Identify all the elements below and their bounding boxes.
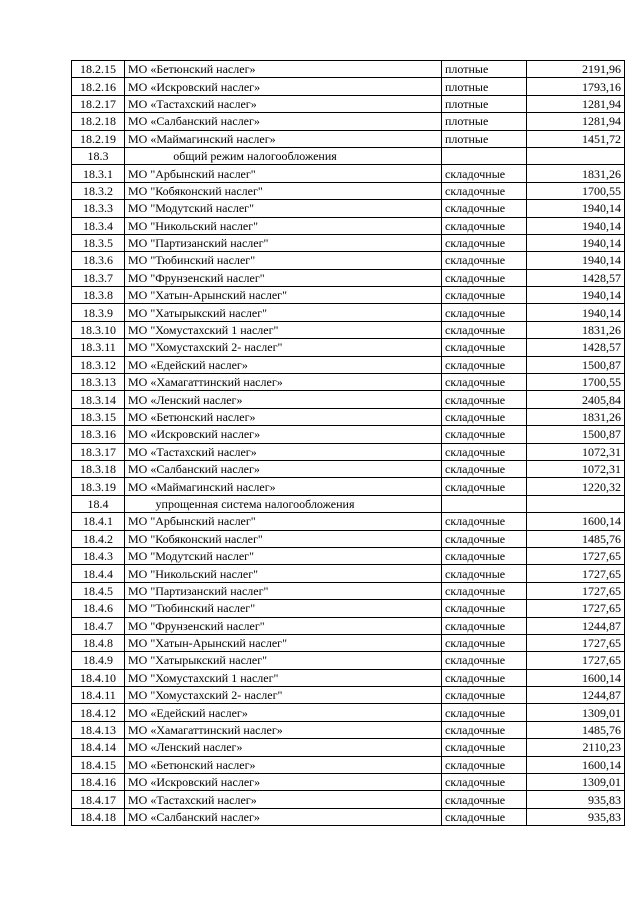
tariff-value-cell: 1793,16 <box>527 78 625 95</box>
municipality-name-cell: МО "Модутский наслег" <box>125 547 442 564</box>
tariff-value-cell: 1220,32 <box>527 478 625 495</box>
table-row <box>72 600 625 617</box>
municipality-name-cell: МО «Едейский наслег» <box>125 356 442 373</box>
row-number-cell: 18.2.16 <box>72 78 125 95</box>
row-number-cell: 18.3.1 <box>72 165 125 182</box>
waste-type-cell: складочные <box>442 634 527 651</box>
waste-type-cell: складочные <box>442 791 527 808</box>
table-row <box>72 339 625 356</box>
waste-type-cell: складочные <box>442 808 527 825</box>
municipality-name-cell: МО "Арбынский наслег" <box>125 165 442 182</box>
row-number-cell: 18.4.16 <box>72 774 125 791</box>
table-row <box>72 791 625 808</box>
municipality-name-cell: МО "Никольский наслег" <box>125 217 442 234</box>
table-row <box>72 408 625 425</box>
municipality-name-cell: МО «Маймагинский наслег» <box>125 130 442 147</box>
municipality-name-cell: МО «Тастахский наслег» <box>125 95 442 112</box>
municipality-name-cell: МО «Бетюнский наслег» <box>125 756 442 773</box>
waste-type-cell: складочные <box>442 460 527 477</box>
waste-type-cell: складочные <box>442 687 527 704</box>
table-row <box>72 391 625 408</box>
row-number-cell: 18.4.5 <box>72 582 125 599</box>
municipality-name-cell: МО «Бетюнский наслег» <box>125 408 442 425</box>
row-number-cell: 18.4.8 <box>72 634 125 651</box>
table-row <box>72 652 625 669</box>
table-row <box>72 808 625 825</box>
waste-type-cell: складочные <box>442 217 527 234</box>
municipality-name-cell: МО "Кобяконский наслег" <box>125 182 442 199</box>
waste-type-cell: складочные <box>442 269 527 286</box>
municipality-name-cell <box>125 495 442 512</box>
row-number-cell: 18.4.10 <box>72 669 125 686</box>
waste-type-cell: складочные <box>442 287 527 304</box>
waste-type-cell: складочные <box>442 756 527 773</box>
tariff-value-cell <box>527 147 625 164</box>
waste-type-cell: складочные <box>442 200 527 217</box>
waste-type-cell: складочные <box>442 565 527 582</box>
table-row <box>72 478 625 495</box>
row-number-cell: 18.2.18 <box>72 113 125 130</box>
table-row <box>72 165 625 182</box>
row-number-cell: 18.3.9 <box>72 304 125 321</box>
row-number-cell: 18.4.13 <box>72 721 125 738</box>
municipality-name-cell: МО «Хамагаттинский наслег» <box>125 721 442 738</box>
tariff-value-cell: 2110,23 <box>527 739 625 756</box>
tariff-value-cell: 1428,57 <box>527 269 625 286</box>
tariff-value-cell: 1072,31 <box>527 443 625 460</box>
tariff-value-cell: 1485,76 <box>527 530 625 547</box>
municipality-name-cell: МО "Хатын-Арынский наслег" <box>125 634 442 651</box>
table-row <box>72 182 625 199</box>
municipality-name-cell: МО "Арбынский наслег" <box>125 513 442 530</box>
tariff-value-cell: 1940,14 <box>527 304 625 321</box>
tariff-value-cell: 1244,87 <box>527 617 625 634</box>
municipality-name-cell: МО «Салбанский наслег» <box>125 808 442 825</box>
waste-type-cell: складочные <box>442 547 527 564</box>
table-row <box>72 565 625 582</box>
tariff-value-cell: 935,83 <box>527 808 625 825</box>
table-row <box>72 460 625 477</box>
row-number-cell: 18.4.11 <box>72 687 125 704</box>
row-number-cell: 18.4.17 <box>72 791 125 808</box>
municipality-name-cell: МО «Тастахский наслег» <box>125 443 442 460</box>
municipality-name-cell: МО "Модутский наслег" <box>125 200 442 217</box>
row-number-cell: 18.3.17 <box>72 443 125 460</box>
waste-type-cell: складочные <box>442 182 527 199</box>
waste-type-cell: складочные <box>442 478 527 495</box>
table-row <box>72 304 625 321</box>
municipality-name-cell: МО «Маймагинский наслег» <box>125 478 442 495</box>
waste-type-cell: складочные <box>442 739 527 756</box>
table-row <box>72 200 625 217</box>
row-number-cell: 18.2.17 <box>72 95 125 112</box>
table-row <box>72 774 625 791</box>
municipality-name-cell: МО "Фрунзенский наслег" <box>125 269 442 286</box>
row-number-cell: 18.3.7 <box>72 269 125 286</box>
municipality-name-cell: МО "Хомустахский 1 наслег" <box>125 321 442 338</box>
tariff-value-cell: 1309,01 <box>527 704 625 721</box>
tariff-value-cell: 1281,94 <box>527 113 625 130</box>
tariff-value-cell: 1700,55 <box>527 374 625 391</box>
table-row <box>72 443 625 460</box>
municipality-name-cell: МО «Салбанский наслег» <box>125 460 442 477</box>
municipality-name-cell: МО «Тастахский наслег» <box>125 791 442 808</box>
tariff-value-cell: 1600,14 <box>527 513 625 530</box>
row-number-cell: 18.3.8 <box>72 287 125 304</box>
tariff-value-cell: 2405,84 <box>527 391 625 408</box>
row-number-cell: 18.3.15 <box>72 408 125 425</box>
waste-type-cell <box>442 147 527 164</box>
municipality-name-cell: МО "Хатырыкский наслег" <box>125 652 442 669</box>
municipality-name-cell: МО «Искровский наслег» <box>125 78 442 95</box>
tariff-value-cell: 1727,65 <box>527 600 625 617</box>
waste-type-cell: складочные <box>442 339 527 356</box>
municipality-name-cell: МО «Ленский наслег» <box>125 739 442 756</box>
table-row <box>72 756 625 773</box>
table-row <box>72 61 625 78</box>
table-row <box>72 582 625 599</box>
tariff-value-cell: 1831,26 <box>527 165 625 182</box>
waste-type-cell: плотные <box>442 78 527 95</box>
tariff-value-cell: 1727,65 <box>527 652 625 669</box>
tariff-value-cell: 1727,65 <box>527 565 625 582</box>
waste-type-cell: складочные <box>442 426 527 443</box>
waste-type-cell: складочные <box>442 600 527 617</box>
waste-type-cell: складочные <box>442 652 527 669</box>
row-number-cell: 18.3.18 <box>72 460 125 477</box>
municipality-name-cell: МО "Хомустахский 2- наслег" <box>125 687 442 704</box>
waste-type-cell: складочные <box>442 669 527 686</box>
waste-type-cell <box>442 495 527 512</box>
waste-type-cell: складочные <box>442 774 527 791</box>
table-row <box>72 634 625 651</box>
tariff-value-cell: 1727,65 <box>527 582 625 599</box>
municipality-name-cell: МО «Искровский наслег» <box>125 774 442 791</box>
waste-type-cell: складочные <box>442 617 527 634</box>
tariff-value-cell: 1831,26 <box>527 321 625 338</box>
municipality-name-cell: МО «Ленский наслег» <box>125 391 442 408</box>
municipality-name-cell: МО "Хомустахский 1 наслег" <box>125 669 442 686</box>
tariff-value-cell: 1940,14 <box>527 252 625 269</box>
table-row <box>72 269 625 286</box>
municipality-name-cell: МО "Никольский наслег" <box>125 565 442 582</box>
table-row <box>72 739 625 756</box>
tariff-value-cell: 1700,55 <box>527 182 625 199</box>
row-number-cell: 18.4.2 <box>72 530 125 547</box>
tariff-value-cell: 2191,96 <box>527 61 625 78</box>
municipality-name-cell: МО "Хомустахский 2- наслег" <box>125 339 442 356</box>
tariff-value-cell: 1940,14 <box>527 200 625 217</box>
waste-type-cell: складочные <box>442 391 527 408</box>
row-number-cell: 18.3.14 <box>72 391 125 408</box>
table-row <box>72 669 625 686</box>
row-number-cell: 18.2.19 <box>72 130 125 147</box>
row-number-cell: 18.3.16 <box>72 426 125 443</box>
waste-type-cell: плотные <box>442 113 527 130</box>
row-number-cell: 18.3.2 <box>72 182 125 199</box>
tariff-table-body <box>72 61 625 826</box>
row-number-cell: 18.4.12 <box>72 704 125 721</box>
row-number-cell: 18.4.1 <box>72 513 125 530</box>
municipality-name-cell: МО "Тюбинский наслег" <box>125 600 442 617</box>
row-number-cell: 18.3.6 <box>72 252 125 269</box>
tariff-value-cell: 1727,65 <box>527 547 625 564</box>
municipality-name-cell: МО "Тюбинский наслег" <box>125 252 442 269</box>
table-row <box>72 617 625 634</box>
row-number-cell: 18.3.10 <box>72 321 125 338</box>
row-number-cell: 18.4.14 <box>72 739 125 756</box>
row-number-cell: 18.3.5 <box>72 234 125 251</box>
tariff-value-cell: 1428,57 <box>527 339 625 356</box>
table-row <box>72 217 625 234</box>
municipality-name-cell: МО «Искровский наслег» <box>125 426 442 443</box>
table-row <box>72 252 625 269</box>
tariff-value-cell: 1500,87 <box>527 426 625 443</box>
row-number-cell: 18.4.18 <box>72 808 125 825</box>
row-number-cell: 18.4.6 <box>72 600 125 617</box>
waste-type-cell: складочные <box>442 582 527 599</box>
waste-type-cell: складочные <box>442 704 527 721</box>
table-row <box>72 321 625 338</box>
row-number-cell: 18.4.3 <box>72 547 125 564</box>
row-number-cell: 18.4 <box>72 495 125 512</box>
row-number-cell: 18.4.7 <box>72 617 125 634</box>
table-row <box>72 547 625 564</box>
row-number-cell: 18.3 <box>72 147 125 164</box>
table-row <box>72 95 625 112</box>
waste-type-cell: складочные <box>442 252 527 269</box>
table-row <box>72 687 625 704</box>
row-number-cell: 18.3.3 <box>72 200 125 217</box>
waste-type-cell: складочные <box>442 513 527 530</box>
row-number-cell: 18.4.4 <box>72 565 125 582</box>
waste-type-cell: складочные <box>442 165 527 182</box>
waste-type-cell: плотные <box>442 61 527 78</box>
waste-type-cell: складочные <box>442 721 527 738</box>
row-number-cell: 18.3.13 <box>72 374 125 391</box>
waste-type-cell: складочные <box>442 356 527 373</box>
table-row <box>72 130 625 147</box>
section-row <box>72 147 625 164</box>
table-row <box>72 113 625 130</box>
row-number-cell: 18.3.4 <box>72 217 125 234</box>
tariff-value-cell: 935,83 <box>527 791 625 808</box>
table-row <box>72 78 625 95</box>
tariff-value-cell: 1940,14 <box>527 217 625 234</box>
municipality-name-cell: МО «Салбанский наслег» <box>125 113 442 130</box>
table-row <box>72 721 625 738</box>
municipality-name-cell: МО "Кобяконский наслег" <box>125 530 442 547</box>
table-row <box>72 513 625 530</box>
tariff-value-cell: 1451,72 <box>527 130 625 147</box>
waste-type-cell: складочные <box>442 234 527 251</box>
municipality-name-cell: МО «Бетюнский наслег» <box>125 61 442 78</box>
row-number-cell: 18.3.11 <box>72 339 125 356</box>
municipality-name-cell: МО "Хатын-Арынский наслег" <box>125 287 442 304</box>
municipality-name-cell: МО "Хатырыкский наслег" <box>125 304 442 321</box>
waste-type-cell: складочные <box>442 530 527 547</box>
tariff-value-cell: 1500,87 <box>527 356 625 373</box>
waste-type-cell: плотные <box>442 130 527 147</box>
municipality-name-cell <box>125 147 442 164</box>
section-title: упрощенная система налогообложения <box>155 496 355 511</box>
municipality-name-cell: МО "Партизанский наслег" <box>125 234 442 251</box>
tariff-value-cell: 1072,31 <box>527 460 625 477</box>
tariff-value-cell: 1940,14 <box>527 287 625 304</box>
municipality-name-cell: МО «Хамагаттинский наслег» <box>125 374 442 391</box>
row-number-cell: 18.3.19 <box>72 478 125 495</box>
tariff-value-cell: 1244,87 <box>527 687 625 704</box>
tariff-value-cell: 1600,14 <box>527 669 625 686</box>
tariff-value-cell: 1485,76 <box>527 721 625 738</box>
waste-type-cell: плотные <box>442 95 527 112</box>
municipality-name-cell: МО "Фрунзенский наслег" <box>125 617 442 634</box>
tariff-value-cell: 1831,26 <box>527 408 625 425</box>
row-number-cell: 18.4.9 <box>72 652 125 669</box>
section-row <box>72 495 625 512</box>
table-row <box>72 704 625 721</box>
waste-type-cell: складочные <box>442 443 527 460</box>
table-row <box>72 287 625 304</box>
waste-type-cell: складочные <box>442 408 527 425</box>
table-row <box>72 356 625 373</box>
tariff-value-cell: 1309,01 <box>527 774 625 791</box>
table-row <box>72 530 625 547</box>
table-row <box>72 426 625 443</box>
waste-type-cell: складочные <box>442 304 527 321</box>
municipality-name-cell: МО "Партизанский наслег" <box>125 582 442 599</box>
tariff-value-cell: 1600,14 <box>527 756 625 773</box>
row-number-cell: 18.4.15 <box>72 756 125 773</box>
table-row <box>72 374 625 391</box>
tariff-value-cell <box>527 495 625 512</box>
waste-type-cell: складочные <box>442 321 527 338</box>
row-number-cell: 18.2.15 <box>72 61 125 78</box>
tariff-value-cell: 1727,65 <box>527 634 625 651</box>
table-row <box>72 234 625 251</box>
waste-type-cell: складочные <box>442 374 527 391</box>
tariff-value-cell: 1281,94 <box>527 95 625 112</box>
municipality-name-cell: МО «Едейский наслег» <box>125 704 442 721</box>
tariff-table <box>71 60 625 826</box>
tariff-value-cell: 1940,14 <box>527 234 625 251</box>
row-number-cell: 18.3.12 <box>72 356 125 373</box>
section-title: общий режим налогообложения <box>173 149 337 164</box>
